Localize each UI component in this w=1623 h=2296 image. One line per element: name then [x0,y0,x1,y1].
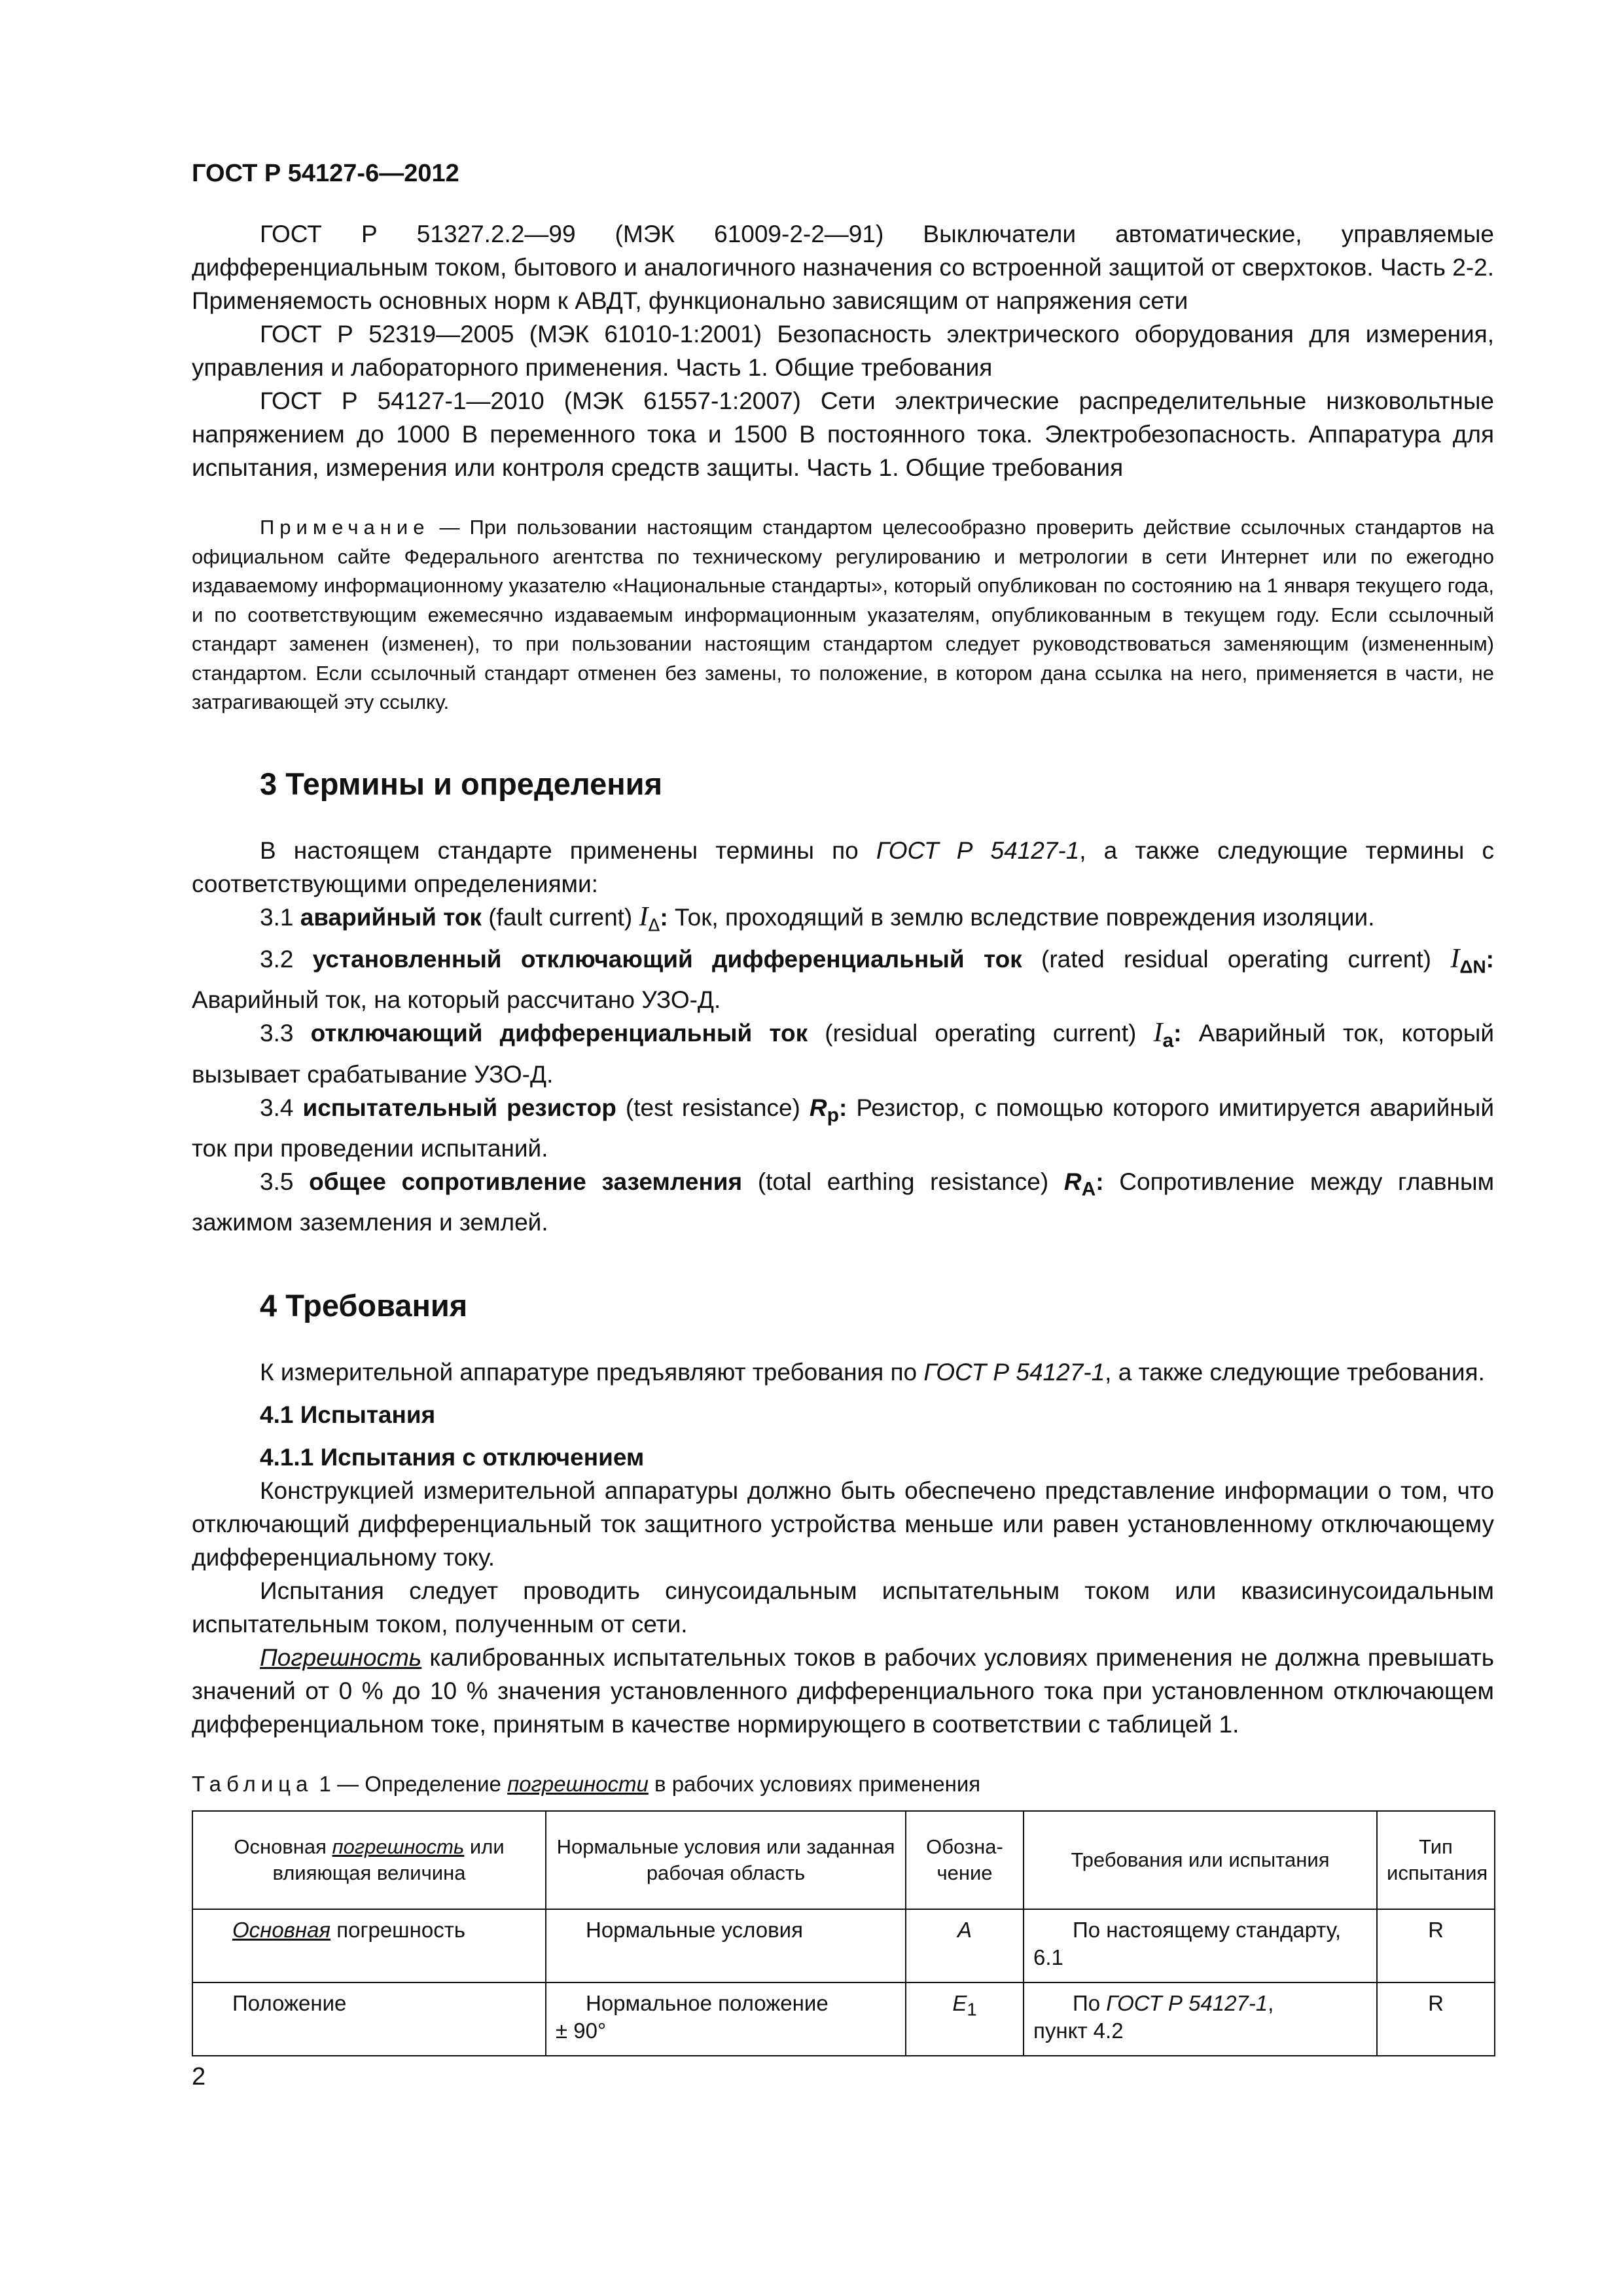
table-cell: R [1377,1909,1495,1982]
term-colon: : [660,903,668,931]
term-symbol-subscript: ΔN [1459,956,1486,977]
table-cell [192,1909,546,1982]
header-underlined: погрешность [332,1835,465,1859]
table-caption [192,1770,1494,1799]
underlined-term: Погрешность [260,1644,422,1672]
term-colon: : [838,1094,847,1121]
table-1 [192,1810,1495,2056]
page-content [192,217,1494,2056]
term-symbol-subscript: p [827,1104,839,1126]
table-cell [906,1909,1024,1982]
table-caption-text-end: в рабочих условиях применения [648,1772,981,1797]
section-4-intro [192,1355,1494,1389]
cell-subscript: 1 [967,2000,977,2020]
section-3-intro [192,834,1494,901]
intro-text: В настоящем стандарте применены термины по [260,836,876,864]
cell-line [556,1990,896,2017]
table-cell: Нормальные условия [546,1909,906,1982]
table-row [192,1909,1495,1982]
term-3-2 [192,942,1494,1016]
table-caption-underlined: погрешности [507,1772,649,1797]
term-colon: : [1173,1020,1182,1047]
intro-text-end: , а также следующие требования. [1105,1359,1485,1386]
term-symbol: I [639,901,649,932]
table-cell: Положение [192,1982,546,2056]
intro-reference: ГОСТ Р 54127-1 [876,836,1080,864]
term-english: (test resistance) [616,1094,810,1121]
term-definition: Аварийный ток, который вызывает срабатывание УЗО-Д. [192,1020,1494,1088]
paragraph-text: калиброванных испытательных токов в рабочих условиях применения не должна превышать значений от 0 % до 10 % значения установленного дифференциального тока при установленном отключающем дифференциальном токе, принятым в качестве нормирующего в соответствии с таблицей 1. [192,1644,1494,1738]
intro-text: К измерительной аппаратуре предъявляют требования по [260,1359,924,1386]
table-header-cell [192,1811,546,1909]
table-header-cell: Обозна-чение [906,1811,1024,1909]
term-symbol-subscript: Δ [648,915,660,935]
term-name: отключающий дифференциальный ток [310,1020,808,1047]
term-english: (rated residual operating current) [1022,945,1451,973]
table-cell [906,1982,1024,2056]
reference-2: ГОСТ Р 52319—2005 (МЭК 61010-1:2001) Безопасность электрического оборудования для измерения, управления и лабораторного применения. Часть 1. Общие требования [192,321,1494,381]
section-4-paragraph-3 [192,1641,1494,1741]
term-3-1 [192,901,1494,942]
table-cell: R [1377,1982,1495,2056]
table-header-cell: Требования или испытания [1024,1811,1377,1909]
term-3-5 [192,1165,1494,1239]
cell-reference: ГОСТ Р 54127-1 [1106,1991,1268,2016]
term-definition: Резистор, с помощью которого имитируется аварийный ток при проведении испытаний. [192,1094,1494,1162]
cell-symbol: A [957,1918,972,1943]
note-text: — При пользовании настоящим стандартом целесообразно проверить действие ссылочных стандартов на официальном сайте Федерального агентства по техническому регулированию и метрологии в сети Интернет или по ежегодно издаваемому информационному указателю «Национальные стандарты», который опубликован по состоянию на 1 января текущего года, и по соответствующим ежемесячно издаваемым информационным указателям, опубликованным в текущем году. Если ссылочный стандарт заменен (изменен), то при пользовании настоящим стандартом следует руководствоваться заменяющим (измененным) стандартом. Если ссылочный стандарт отменен без замены, то положение, в котором дана ссылка на него, применяется в части, не затрагивающей эту ссылку. [192,516,1494,713]
term-name: общее сопротивление заземления [309,1168,743,1196]
table-caption-label: Таблица [192,1772,313,1797]
table-header-cell: Нормальные условия или заданная рабочая область [546,1811,906,1909]
table-cell [1024,1982,1377,2056]
term-english: (total earthing resistance) [742,1168,1064,1196]
term-symbol: R [1063,1168,1082,1196]
term-number: 3.2 [260,945,313,973]
term-colon: : [1486,945,1494,973]
cell-text: Нормальное положение [586,1991,829,2016]
term-symbol-subscript: A [1081,1178,1096,1200]
note-label: Примечание [260,516,430,539]
header-text-end: или влияющая величина [272,1835,505,1885]
term-number: 3.1 [260,903,300,931]
cell-text: ± 90° [556,2018,607,2043]
term-name: установленный отключающий дифференциальный ток [312,945,1022,973]
table-cell: По настоящему стандарту, 6.1 [1024,1909,1377,1982]
cell-line [1033,1990,1367,2017]
term-number: 3.5 [260,1168,310,1196]
header-text: Основная [234,1835,332,1859]
term-symbol: I [1153,1018,1163,1049]
term-symbol-subscript: a [1162,1030,1174,1052]
term-english: (fault current) [481,903,639,931]
term-definition: Сопротивление между главным зажимом заземления и землей. [192,1168,1495,1236]
table-header-row [192,1811,1495,1909]
subsection-4-1-heading: 4.1 Испытания [260,1401,436,1429]
term-name: аварийный ток [300,903,482,931]
cell-text: погрешность [330,1918,466,1943]
term-symbol: I [1450,943,1460,974]
table-caption-text: 1 — Определение [313,1772,508,1797]
page-number: 2 [192,2063,206,2090]
cell-symbol: E [952,1991,967,2016]
cell-text: пункт 4.2 [1033,2018,1124,2043]
reference-1: ГОСТ Р 51327.2.2—99 (МЭК 61009-2-2—91) Выключатели автоматические, управляемые дифференциальным током, бытового и аналогичного назначения со встроенной защитой от сверхтоков. Часть 2-2. Применяемость основных норм к АВДТ, функционально зависящим от напряжения сети [192,221,1494,314]
term-definition: Ток, проходящий в землю вследствие повреждения изоляции. [668,903,1375,931]
cell-underlined: Основная [232,1918,331,1943]
term-definition: Аварийный ток, на который рассчитано УЗО-Д. [192,986,721,1014]
reference-3: ГОСТ Р 54127-1—2010 (МЭК 61557-1:2007) Сети электрические распределительные низковольтные напряжением до 1000 В переменного тока и 1500 В постоянного тока. Электробезопасность. Аппаратура для испытания, измерения или контроля средств защиты. Часть 1. Общие требования [192,387,1494,481]
section-4-heading: 4 Требования [260,1288,468,1323]
section-4-paragraph-2: Испытания следует проводить синусоидальным испытательным током или квазисинусоидальным испытательным током, полученным от сети. [192,1577,1494,1638]
table-row [192,1982,1495,2056]
term-number: 3.4 [260,1094,303,1121]
note-paragraph [192,513,1494,717]
document-header: ГОСТ Р 54127-6—2012 [192,160,459,187]
cell-text: , [1268,1991,1274,2016]
table-header-cell: Тип испытания [1377,1811,1495,1909]
subsection-4-1-1-heading: 4.1.1 Испытания с отключением [260,1444,645,1471]
term-symbol: R [809,1094,827,1121]
section-3-heading: 3 Термины и определения [260,766,662,801]
intro-text-end: , а также следующие термины с соответствующими определениями: [192,836,1494,897]
section-4-paragraph-1: Конструкцией измерительной аппаратуры должно быть обеспечено представление информации о том, что отключающий дифференциальный ток защитного устройства меньше или равен установленному отключающему дифференциальному току. [192,1477,1494,1571]
term-3-4 [192,1091,1494,1165]
intro-reference: ГОСТ Р 54127-1 [923,1359,1105,1386]
table-cell [546,1982,906,2056]
term-number: 3.3 [260,1020,311,1047]
term-english: (residual operating current) [808,1020,1154,1047]
cell-text: По [1073,1991,1107,2016]
term-name: испытательный резистор [302,1094,616,1121]
term-3-3 [192,1016,1494,1090]
term-colon: : [1096,1168,1104,1196]
